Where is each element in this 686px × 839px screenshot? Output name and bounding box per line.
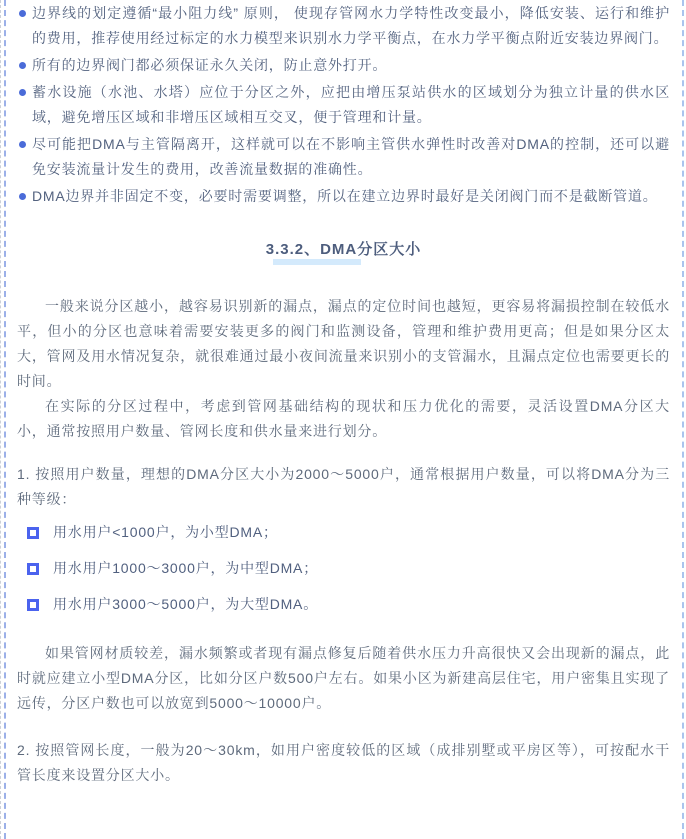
- bullet-dot-icon: [19, 193, 26, 200]
- list-item: [17, 53, 670, 78]
- boundary-guidelines-list: [17, 1, 670, 209]
- list-item-text: 尽可能把DMA与主管隔离开，这样就可以在不影响主管供水弹性时改善对DMA的控制，还可以避免安装流量计发生的费用，改善流量数据的准确性。: [32, 136, 670, 177]
- list-item-text: 所有的边界阀门都必须保证永久关闭，防止意外打开。: [32, 57, 388, 73]
- paragraph-size-tradeoff: 一般来说分区越小，越容易识别新的漏点，漏点的定位时间也越短，更容易将漏损控制在较低水平，但小的分区也意味着需要安装更多的阀门和监测设备，管理和维护费用更高；但是如果分区太大，管网及用水情况复杂，就很难通过最小夜间流量来识别小的支管漏水，且漏点定位也需要更长的时间。: [17, 298, 670, 389]
- list-item: [17, 556, 670, 581]
- paragraph-poor-material: 如果管网材质较差，漏水频繁或者现有漏点修复后随着供水压力升高很快又会出现新的漏点，此时就应建立小型DMA分区，比如分区户数500户左右。如果小区为新建高层住宅，用户密集且实现了远传，分区户数也可以放宽到5000～10000户。: [17, 645, 670, 711]
- paragraph-by-user-count: 1. 按照用户数量，理想的DMA分区大小为2000～5000户，通常根据用户数量，可以将DMA分为三种等级：: [17, 466, 670, 507]
- square-bullet-icon: [27, 527, 39, 539]
- list-item-text: 蓄水设施（水池、水塔）应位于分区之外，应把由增压泵站供水的区域划分为独立计量的供水区域，避免增压区域和非增压区域相互交叉，便于管理和计量。: [32, 84, 670, 125]
- list-item: [17, 132, 670, 182]
- list-item: [17, 184, 670, 209]
- list-item-text: 边界线的划定遵循“最小阻力线” 原则， 使现存管网水力学特性改变最小，降低安装、运行和维护的费用，推荐使用经过标定的水力模型来识别水力学平衡点，在水力学平衡点附近安装边界阀门。: [32, 5, 670, 46]
- list-item-text: DMA边界并非固定不变，必要时需要调整，所以在建立边界时最好是关闭阀门而不是截断管道。: [32, 188, 658, 204]
- list-item: [17, 1, 670, 51]
- paragraph-practical-partition: 在实际的分区过程中，考虑到管网基础结构的现状和压力优化的需要，灵活设置DMA分区大小，通常按照用户数量、管网长度和供水量来进行划分。: [17, 398, 670, 439]
- section-heading: 3.3.2、DMA分区大小: [265, 241, 422, 258]
- section-heading-wrap: [17, 237, 670, 269]
- list-item-text: 用水用户<1000户，为小型DMA；: [53, 524, 278, 540]
- paragraph-by-pipe-length: 2. 按照管网长度，一般为20～30km，如用户密度较低的区域（成排别墅或平房区等），可按配水干管长度来设置分区大小。: [17, 742, 670, 783]
- list-item: [17, 80, 670, 130]
- square-bullet-icon: [27, 563, 39, 575]
- bullet-dot-icon: [19, 89, 26, 96]
- bullet-dot-icon: [19, 10, 26, 17]
- square-bullet-icon: [27, 599, 39, 611]
- list-item: [17, 520, 670, 545]
- list-item: [17, 592, 670, 617]
- list-item-text: 用水用户3000～5000户，为大型DMA。: [53, 596, 318, 612]
- bullet-dot-icon: [19, 62, 26, 69]
- list-item-text: 用水用户1000～3000户，为中型DMA；: [53, 560, 318, 576]
- intro-paragraphs: [17, 294, 670, 444]
- dma-size-levels-list: [17, 520, 670, 617]
- bullet-dot-icon: [19, 141, 26, 148]
